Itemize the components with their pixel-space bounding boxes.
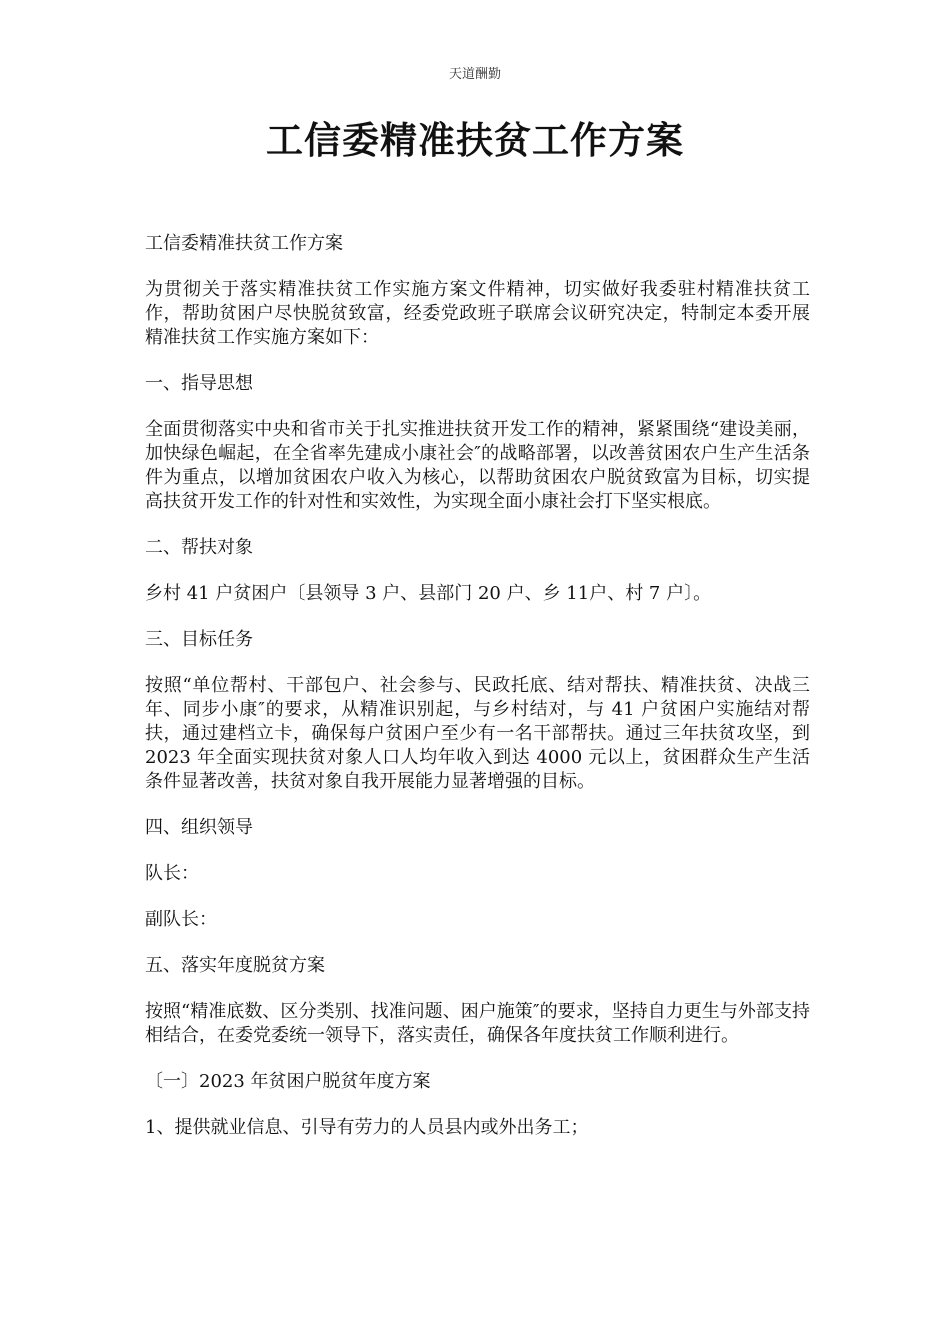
page-header: 天道酬勤 — [448, 67, 501, 82]
subsection-heading-2023-plan: 〔一〕2023 年贫困户脱贫年度方案 — [145, 1071, 431, 1092]
document-body — [145, 232, 810, 1162]
section-heading-annual-plan: 五、落实年度脱贫方案 — [145, 955, 325, 976]
paragraph-assistance-targets: 乡村 41 户贫困户〔县领导 3 户、县部门 20 户、乡 11户、村 7 户〕。 — [145, 583, 712, 604]
list-item-employment-info: 1、提供就业信息、引导有劳力的人员县内或外出务工； — [145, 1117, 589, 1138]
paragraph-deputy-leader: 副队长： — [145, 909, 217, 930]
paragraph-team-leader: 队长： — [145, 863, 199, 884]
section-heading-assistance-targets: 二、帮扶对象 — [145, 537, 253, 558]
section-heading-leadership: 四、组织领导 — [145, 817, 253, 838]
paragraph-intro: 为贯彻关于落实精准扶贫工作实施方案文件精神，切实做好我委驻村精准扶贫工作，帮助贫困户尽快脱贫致富，经委党政班子联席会议研究决定，特制定本委开展精准扶贫工作实施方案如下： — [145, 279, 810, 348]
section-heading-guiding-ideology: 一、指导思想 — [145, 373, 253, 394]
document-title: 工信委精准扶贫工作方案 — [266, 118, 684, 162]
paragraph-guiding-ideology: 全面贯彻落实中央和省市关于扎实推进扶贫开发工作的精神，紧紧围绕“建设美丽，加快绿色崛起，在全省率先建成小康社会″的战略部署，以改善贫困农户生产生活条件为重点，以增加贫困农户收入为核心，以帮助贫困农户脱贫致富为目标，切实提高扶贫开发工作的针对性和实效性，为实现全面小康社会打下坚实根底。 — [145, 419, 810, 512]
paragraph-goals: 按照“单位帮村、干部包户、社会参与、民政托底、结对帮扶、精准扶贫、决战三年、同步小康″的要求，从精准识别起，与乡村结对，与 41 户贫困户实施结对帮扶，通过建档立卡，确保每户贫困户至少有一名干部帮扶。通过三年扶贫攻坚，到 2023 年全面实现扶贫对象人口人均年收入到达 4000 元以上，贫困群众生产生活条件显著改善，扶贫对象自我开展能力显著增强的目标。 — [145, 675, 810, 792]
paragraph-annual-plan: 按照“精准底数、区分类别、找准问题、困户施策″的要求，坚持自力更生与外部支持相结合，在委党委统一领导下，落实责任，确保各年度扶贫工作顺利进行。 — [145, 1001, 810, 1046]
section-heading-goals: 三、目标任务 — [145, 629, 253, 650]
paragraph-subtitle: 工信委精准扶贫工作方案 — [145, 233, 343, 254]
